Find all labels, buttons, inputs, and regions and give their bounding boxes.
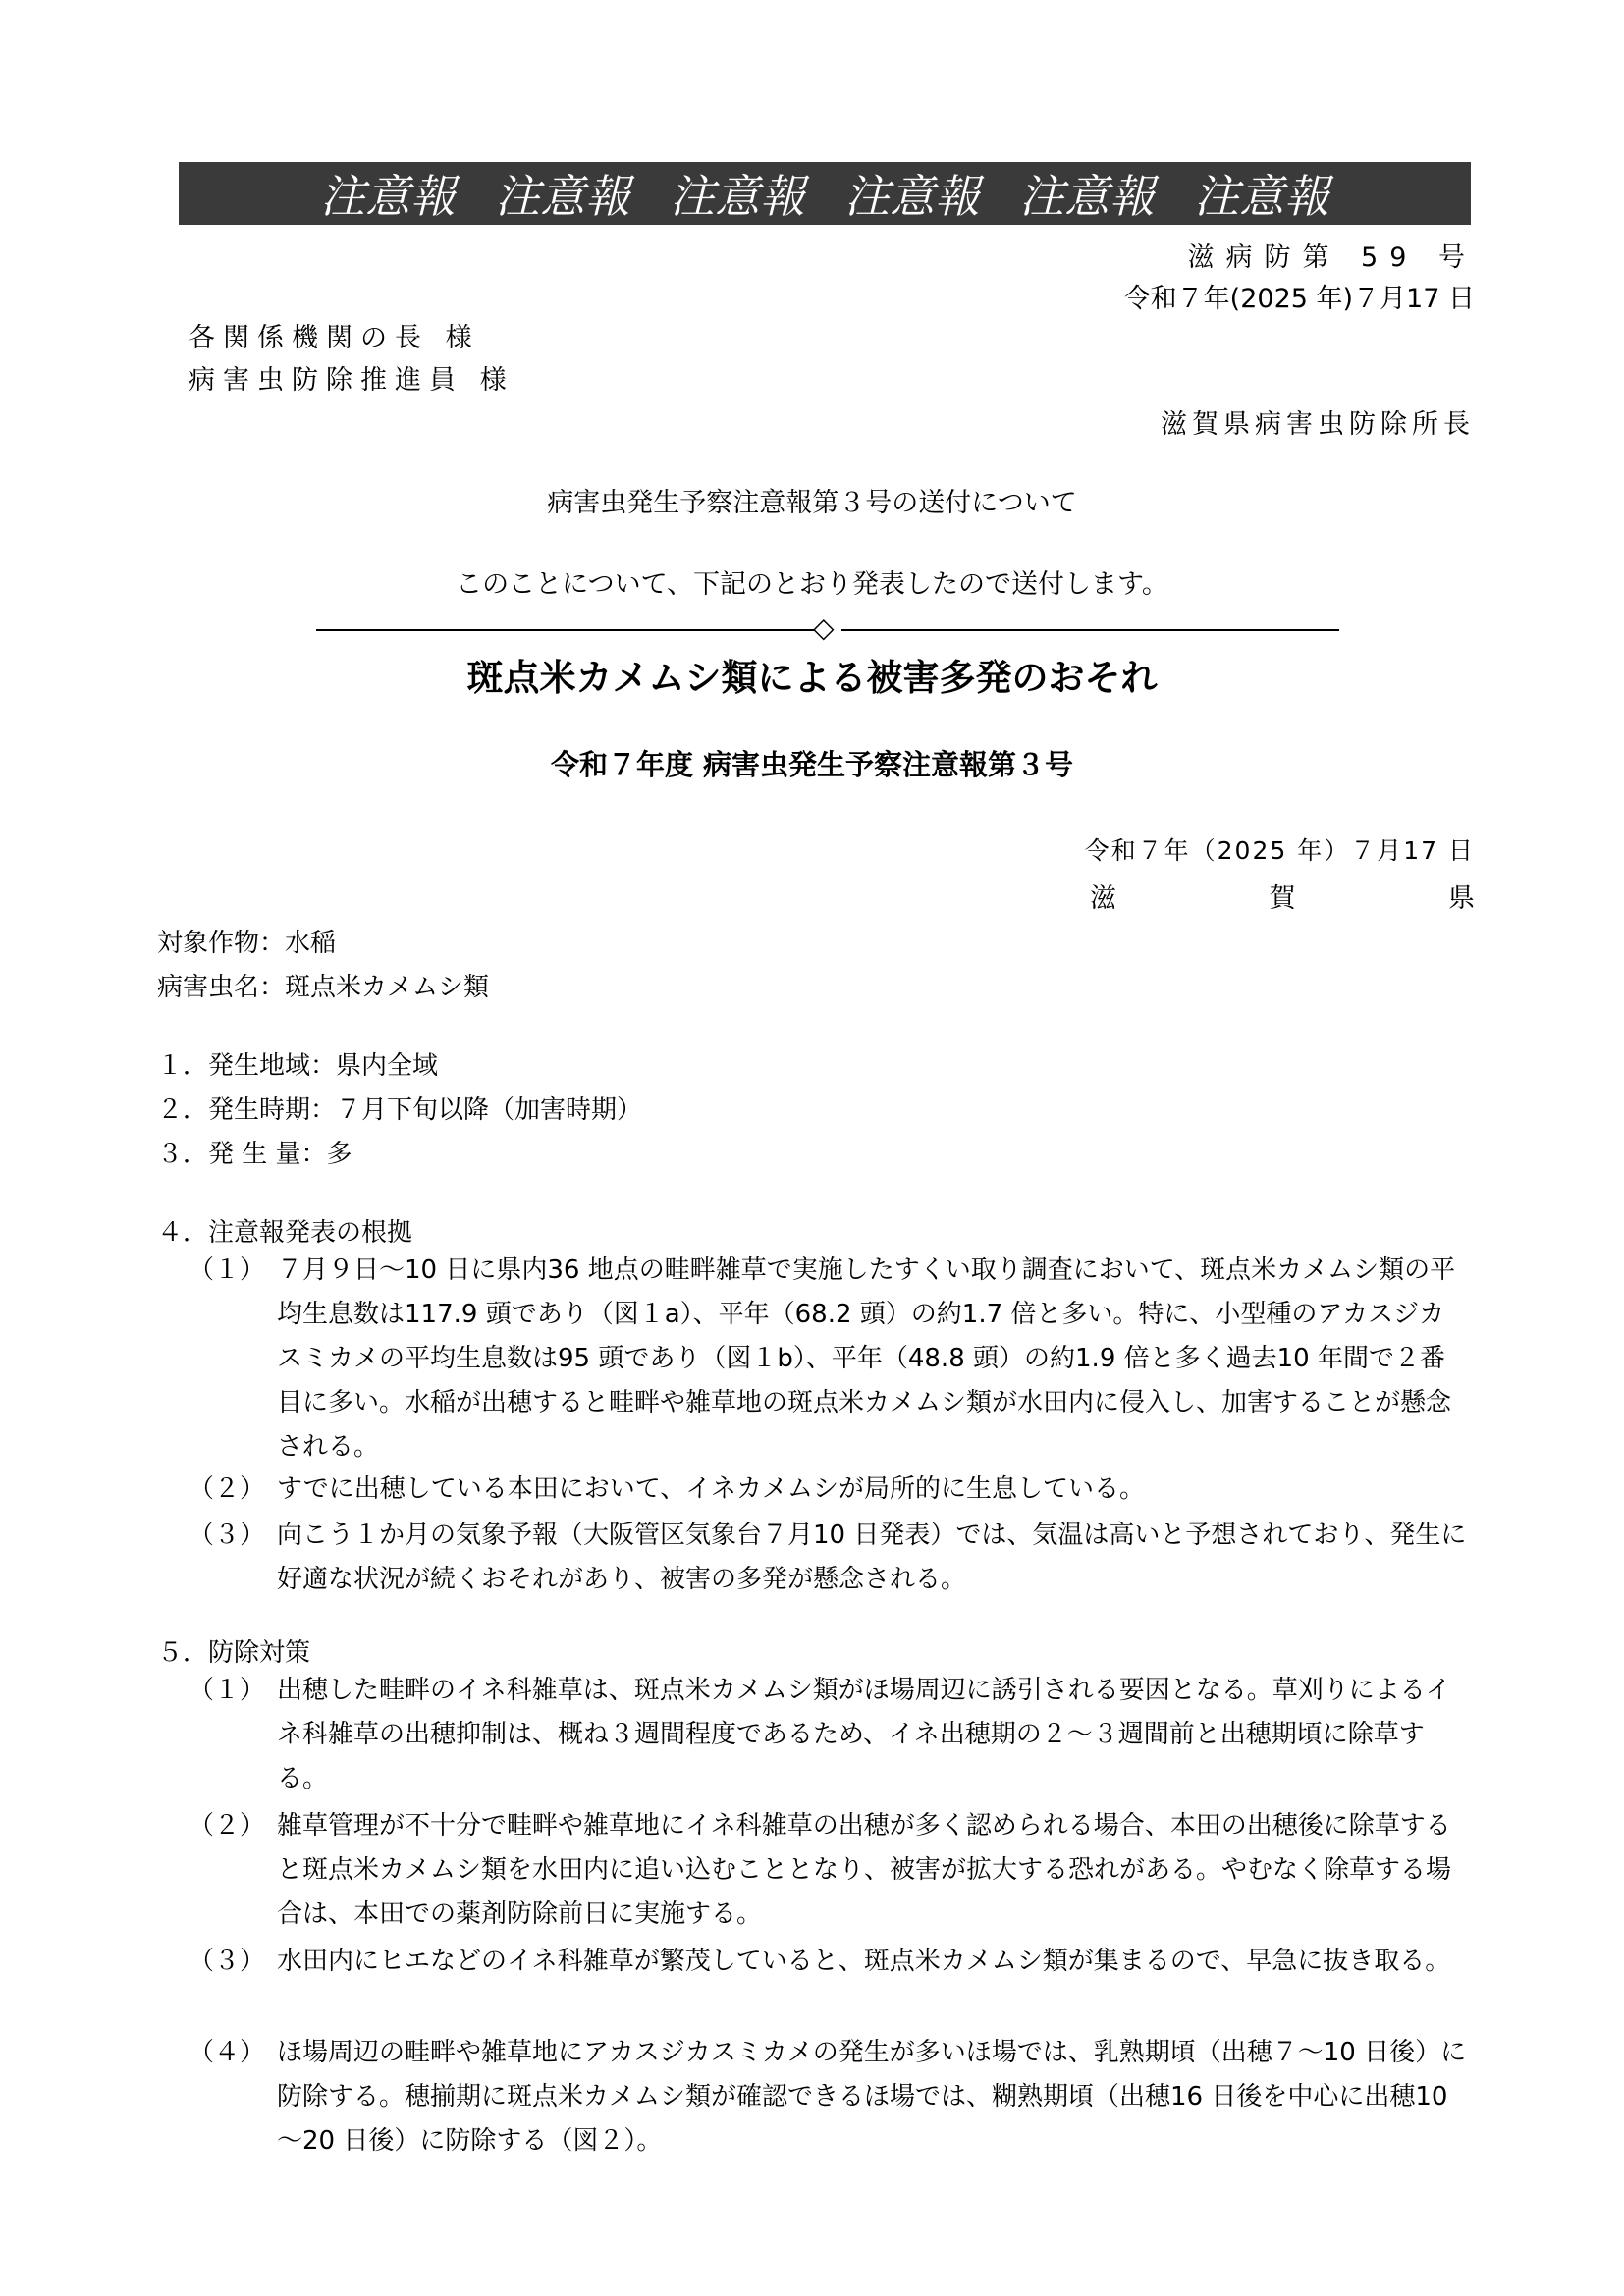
- addressee-line: 病害虫防除推進員 様: [189, 365, 514, 396]
- report-subtitle: 令和７年度 病害虫発生予察注意報第３号: [550, 748, 1074, 781]
- subject-line: 病害虫発生予察注意報第３号の送付について: [547, 488, 1077, 518]
- paragraph-number: （２）: [189, 1811, 266, 1841]
- paragraph-text: 向こう１か月の気象予報（大阪管区気象台７月10 日発表）では、気温は高いと予想されており、発生に好適な状況が続くおそれがあり、被害の多発が懸念される。: [277, 1521, 1467, 1594]
- control-paragraph: [189, 1804, 1470, 1937]
- basis-paragraph: [189, 1514, 1470, 1602]
- section-heading-basis: ４．注意報発表の根拠: [157, 1218, 413, 1248]
- paragraph-number: （１）: [189, 1255, 266, 1285]
- divider: [316, 612, 1339, 644]
- basis-paragraph: [189, 1249, 1470, 1469]
- paragraph-number: （３）: [189, 1947, 266, 1976]
- paragraph-number: （４）: [189, 2038, 266, 2067]
- target-pest: 病害虫名：斑点米カメムシ類: [157, 973, 490, 1002]
- banner-word: 注意報: [844, 170, 980, 223]
- sender: 滋賀県病害虫防除所長: [1161, 409, 1475, 440]
- paragraph-number: （３）: [189, 1521, 266, 1550]
- item-amount: ３．発 生 量：多: [157, 1140, 352, 1169]
- banner-word: 注意報: [1019, 170, 1155, 223]
- item-area: １．発生地域：県内全域: [157, 1051, 439, 1081]
- paragraph-text: 水田内にヒエなどのイネ科雑草が繁茂していると、斑点米カメムシ類が集まるので、早急に抜き取る。: [277, 1947, 1451, 1976]
- banner-word: 注意報: [670, 170, 805, 223]
- banner-word: 注意報: [1194, 170, 1329, 223]
- report-date: 令和７年（2025 年）７月17 日: [1084, 836, 1475, 865]
- target-crop: 対象作物：水稲: [157, 929, 337, 958]
- banner-word: 注意報: [495, 170, 630, 223]
- header-date: 令和７年(2025 年)７月17 日: [1123, 284, 1475, 314]
- report-title: 斑点米カメムシ類による被害多発のおそれ: [466, 657, 1158, 699]
- paragraph-text: すでに出穂している本田において、イネカメムシが局所的に生息している。: [277, 1474, 1146, 1504]
- paragraph-number: （１）: [189, 1676, 266, 1705]
- warning-banner: [179, 162, 1471, 225]
- diamond-icon: ◇: [813, 612, 835, 644]
- control-paragraph: [189, 1940, 1470, 1984]
- document-number: 滋病防第 59 号: [1187, 242, 1477, 273]
- control-paragraph: [189, 1669, 1470, 1801]
- paragraph-text: ほ場周辺の畦畔や雑草地にアカスジカスミカメの発生が多いほ場では、乳熟期頃（出穂７～10 日後）に防除する。穂揃期に斑点米カメムシ類が確認できるほ場では、糊熟期頃（出穂16 日後を中心に出穂10～20 日後）に防除する（図２）。: [277, 2038, 1467, 2156]
- banner-word: 注意報: [320, 170, 456, 223]
- paragraph-text: 出穂した畦畔のイネ科雑草は、斑点米カメムシ類がほ場周辺に誘引される要因となる。草刈りによるイネ科雑草の出穂抑制は、概ね３週間程度であるため、イネ出穂期の２～３週間前と出穂期頃に除草する。: [277, 1676, 1451, 1793]
- issuer-char: 滋: [1090, 883, 1116, 914]
- issuer-char: 賀: [1269, 883, 1296, 914]
- addressee-line: 各関係機関の長 様: [189, 323, 480, 353]
- paragraph-number: （２）: [189, 1474, 266, 1504]
- paragraph-text: 雑草管理が不十分で畦畔や雑草地にイネ科雑草の出穂が多く認められる場合、本田の出穂後に除草すると斑点米カメムシ類を水田内に追い込むこととなり、被害が拡大する恐れがある。やむなく除草する場合は、本田での薬剤防除前日に実施する。: [277, 1811, 1452, 1929]
- issuer-char: 県: [1448, 883, 1475, 914]
- control-paragraph: [189, 2031, 1470, 2163]
- report-issuer: [1090, 877, 1475, 915]
- item-period: ２．発生時期：７月下旬以降（加害時期）: [157, 1095, 643, 1125]
- section-heading-control: ５．防除対策: [157, 1638, 311, 1668]
- intro-line: このことについて、下記のとおり発表したので送付します。: [456, 569, 1168, 600]
- paragraph-text: ７月９日～10 日に県内36 地点の畦畔雑草で実施したすくい取り調査において、斑点米カメムシ類の平均生息数は117.9 頭であり（図１a）、平年（68.2 頭）の約1.7 倍と多い。特に、小型種のアカスジカスミカメの平均生息数は95 頭であり（図１b）、平年（48.8 頭）の約1.9 倍と多く過去10 年間で２番目に多い。水稲が出穂すると畦畔や雑草地の斑点米カメムシ類が水田内に侵入し、加害することが懸念される。: [277, 1255, 1456, 1462]
- basis-paragraph: [189, 1468, 1470, 1512]
